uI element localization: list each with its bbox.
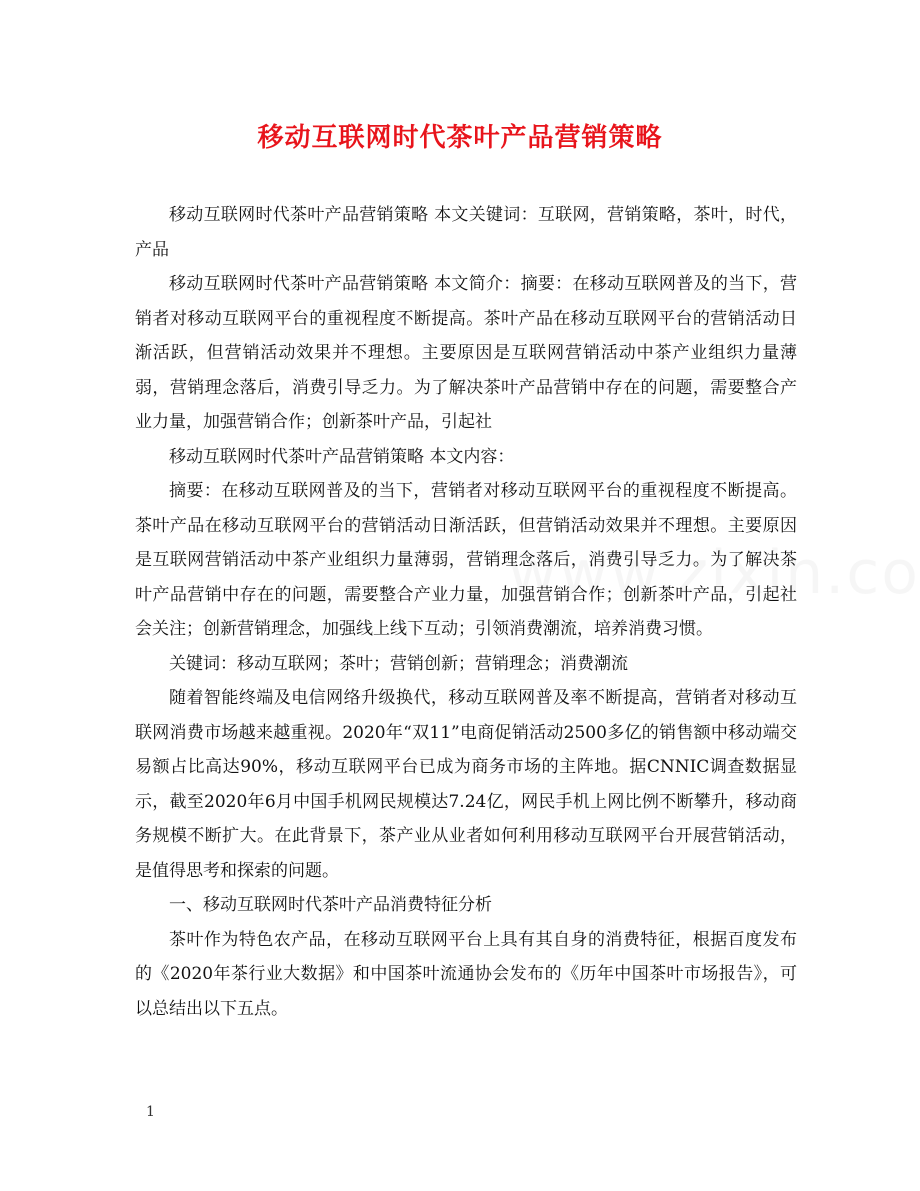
section-heading-1: 一、移动互联网时代茶叶产品消费特征分析 <box>169 895 492 915</box>
paragraph-content-heading: 移动互联网时代茶叶产品营销策略 本文内容： <box>169 446 515 467</box>
paragraph-section-1: 茶叶作为特色农产品，在移动互联网平台上具有其自身的消费特征，根据百度发布的《2020年茶行业大数据》和中国茶叶流通协会发布的《历年中国茶叶市场报告》，可以总结出以下五点。 <box>135 929 797 1019</box>
paragraph-background: 随着智能终端及电信网络升级换代，移动互联网普及率不断提高，营销者对移动互联网消费市场越来越重视。2020年“双11”电商促销活动2500多亿的销售额中移动端交易额占比高达90%，移动互联网平台已成为商务市场的主阵地。据CNNIC调查数据显示，截至2020年6月中国手机网民规模达7.24亿，网民手机上网比例不断攀升，移动商务规模不断扩大。在此背景下，茶产业从业者如何利用移动互联网平台开展营销活动，是值得思考和探索的问题。 <box>135 688 797 881</box>
paragraph-keyword-list: 关键词：移动互联网；茶叶；营销创新；营销理念；消费潮流 <box>169 653 628 674</box>
paragraph-summary: 移动互联网时代茶叶产品营销策略 本文简介：摘要：在移动互联网普及的当下，营销者对移动互联网平台的重视程度不断提高。茶叶产品在移动互联网平台的营销活动日渐活跃，但营销活动效果并不理想。主要原因是互联网营销活动中茶产业组织力量薄弱，营销理念落后，消费引导乏力。为了解决茶叶产品营销中存在的问题，需要整合产业力量，加强营销合作；创新茶叶产品，引起社 <box>135 274 797 432</box>
document-body <box>135 198 797 1026</box>
document-title: 移动互联网时代茶叶产品营销策略 <box>257 123 663 153</box>
page-number: 1 <box>146 1104 155 1120</box>
paragraph-keywords: 移动互联网时代茶叶产品营销策略 本文关键词：互联网，营销策略，茶叶，时代，产品 <box>135 205 797 260</box>
paragraph-abstract: 摘要：在移动互联网普及的当下，营销者对移动互联网平台的重视程度不断提高。茶叶产品在移动互联网平台的营销活动日渐活跃，但营销活动效果并不理想。主要原因是互联网营销活动中茶产业组织力量薄弱，营销理念落后，消费引导乏力。为了解决茶叶产品营销中存在的问题，需要整合产业力量，加强营销合作；创新茶叶产品，引起社会关注；创新营销理念，加强线上线下互动；引领消费潮流，培养消费习惯。 <box>135 481 797 639</box>
